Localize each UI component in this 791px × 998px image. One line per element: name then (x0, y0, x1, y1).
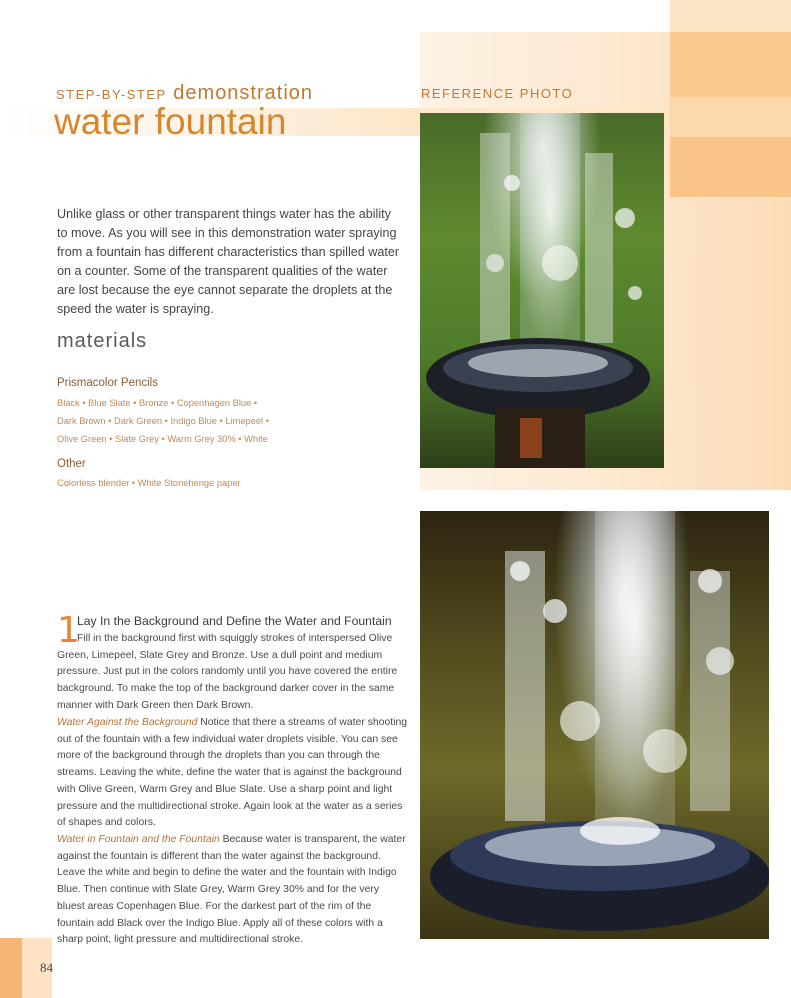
reference-photo (420, 113, 664, 468)
decor-block-folio (0, 938, 22, 998)
pencils-line-1: Black • Blue Slate • Bronze • Copenhagen Blue • (57, 398, 258, 408)
pencils-heading: Prismacolor Pencils (57, 377, 158, 389)
reference-photo-art (420, 113, 664, 468)
step-heading: Lay In the Background and Define the Water and Fountain (77, 614, 392, 628)
materials-title: materials (57, 330, 148, 352)
demonstration-drawing (420, 511, 769, 939)
page-title: water fountain (54, 101, 287, 142)
decor-gap (420, 490, 791, 507)
pencils-line-2: Dark Brown • Dark Green • Indigo Blue • Limepeel • (57, 416, 269, 426)
other-line: Colorless blender • White Stonehenge paper (57, 478, 241, 488)
demonstration-drawing-art (420, 511, 769, 939)
kicker-word: demonstration (173, 82, 314, 104)
section-lead-background: Water Against the Background (57, 717, 198, 728)
section-text-background: Notice that there a streams of water shooting out of the fountain with a few individual water droplets visible. You can see more of the background through the droplets than you can through the streams. Leaving the white, define the water that is against the background with Olive Green, Warm Grey and Blue Slate. Use a sharp point and light pressure and the multidirectional stroke. Again look at the water as a series of shapes and colors. (57, 717, 408, 829)
other-heading: Other (57, 458, 86, 470)
decor-block-right-2 (670, 97, 791, 137)
decor-block-right-1 (670, 32, 791, 97)
section-lead-fountain: Water in Fountain and the Fountain (57, 834, 220, 845)
page-number: 84 (40, 960, 53, 975)
section-text-fountain: Because water is transparent, the water against the fountain is different than the water against the background. Leave the white and begin to define the water and the fountain with Indigo Blue. Then continue with Slate Grey, Warm Grey 30% and for the very bluest areas Copenhagen Blue. For the darkest part of the rim of the fountain add Black over the Indigo Blue. Apply all of these colors with a sharp point, light pressure and multidirectional stroke. (57, 834, 406, 946)
step-section-fountain (57, 832, 407, 949)
step-section-background (57, 715, 407, 832)
kicker-prefix: STEP-BY-STEP (56, 87, 167, 102)
pencils-line-3: Olive Green • Slate Grey • Warm Grey 30% • White (57, 434, 268, 444)
intro-paragraph: Unlike glass or other transparent things water has the ability to move. As you will see in this demonstration water spraying from a fountain has different characteristics than spilled water on a counter. Some of the transparent qualities of the water are lost because the eye cannot separate the droplets at the speed the water is spraying. (57, 207, 400, 316)
step-number: 1 (57, 610, 80, 651)
decor-block-right-3 (670, 137, 791, 197)
reference-photo-label: REFERENCE PHOTO (421, 86, 574, 101)
decor-block-top (670, 0, 791, 32)
step-body: Fill in the background first with squiggly strokes of interspersed Olive Green, Limepeel, Slate Grey and Bronze. Use a dull point and medium pressure. Just put in the colors randomly until you have covered the entire background. To make the top of the background darker cover in the same manner with Dark Green then Dark Brown. (57, 633, 398, 711)
